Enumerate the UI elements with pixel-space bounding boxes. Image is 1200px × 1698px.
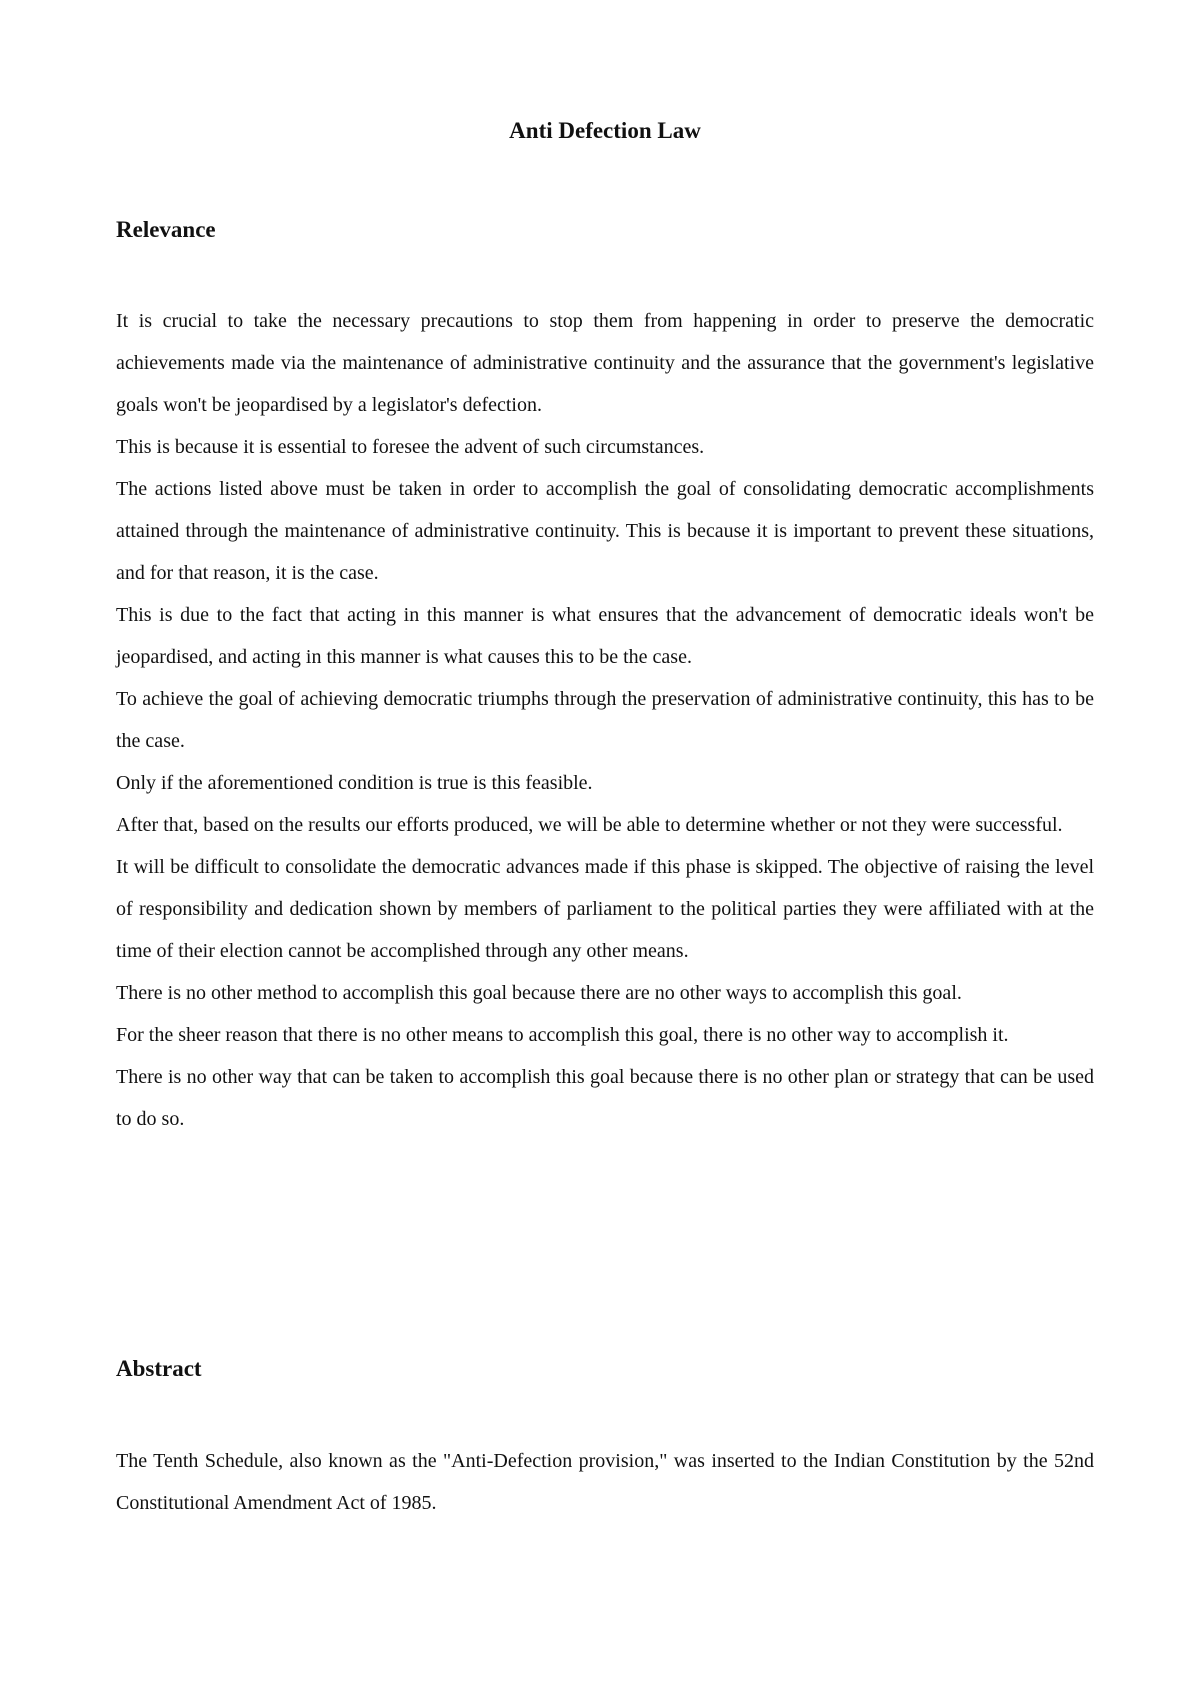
paragraph: For the sheer reason that there is no other means to accomplish this goal, there is no other way to accomplish it. (116, 1024, 1009, 1046)
paragraph: The Tenth Schedule, also known as the "Anti-Defection provision," was inserted to the Indian Constitution by the 52nd Constitutional Amendment Act of 1985. (116, 1450, 1094, 1514)
section-heading-relevance: Relevance (116, 217, 216, 242)
paragraph: There is no other method to accomplish this goal because there are no other ways to accomplish this goal. (116, 982, 962, 1004)
paragraph: Only if the aforementioned condition is true is this feasible. (116, 772, 593, 794)
paragraph: It is crucial to take the necessary precautions to stop them from happening in order to preserve the democratic achievements made via the maintenance of administrative continuity and the assurance that the government's legislative goals won't be jeopardised by a legislator's defection. (116, 310, 1094, 416)
paragraph: After that, based on the results our efforts produced, we will be able to determine whether or not they were successful. (116, 814, 1063, 836)
paragraph: It will be difficult to consolidate the democratic advances made if this phase is skipped. The objective of raising the level of responsibility and dedication shown by members of parliament to the political parties they were affiliated with at the time of their election cannot be accomplished through any other means. (116, 856, 1094, 962)
section-heading-abstract: Abstract (116, 1356, 202, 1381)
paragraph: There is no other way that can be taken to accomplish this goal because there is no other plan or strategy that can be used to do so. (116, 1066, 1094, 1130)
paragraph: This is because it is essential to foresee the advent of such circumstances. (116, 436, 705, 458)
abstract-section-body (116, 1440, 1094, 1524)
paragraph: This is due to the fact that acting in this manner is what ensures that the advancement of democratic ideals won't be jeopardised, and acting in this manner is what causes this to be the case. (116, 604, 1094, 668)
paragraph: The actions listed above must be taken in order to accomplish the goal of consolidating democratic accomplishments attained through the maintenance of administrative continuity. This is because it is important to prevent these situations, and for that reason, it is the case. (116, 478, 1094, 584)
document-title: Anti Defection Law (509, 118, 701, 143)
relevance-section-body (116, 300, 1094, 1140)
paragraph: To achieve the goal of achieving democratic triumphs through the preservation of administrative continuity, this has to be the case. (116, 688, 1094, 752)
